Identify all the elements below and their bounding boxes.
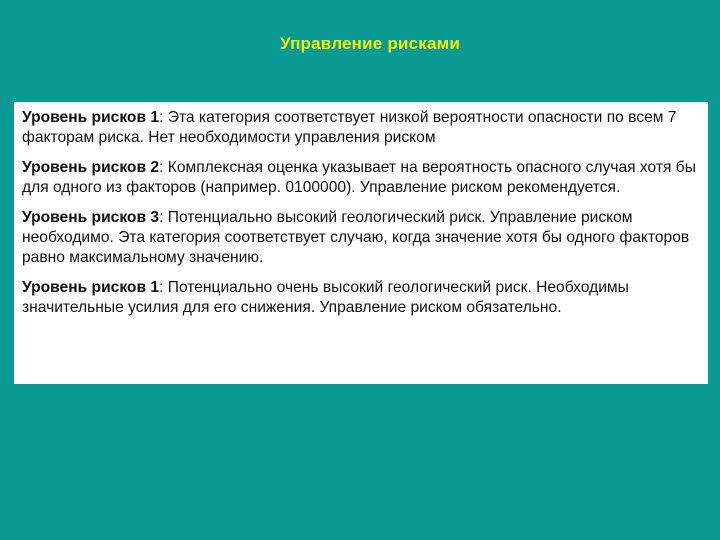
risk-level-description: : Потенциально высокий геологический риск. Управление риском необходимо. Эта категория соответствует случаю, когда значение хотя бы одного факторов равно максимальному значению. bbox=[22, 209, 690, 266]
risk-level-item-3 bbox=[22, 208, 698, 268]
risk-level-number: 2 bbox=[150, 159, 160, 176]
risk-levels-box bbox=[14, 102, 708, 384]
risk-level-description: : Комплексная оценка указывает на вероятность опасного случая хотя бы для одного из факторов (например. 0100000). Управление риском рекомендуется. bbox=[22, 159, 696, 196]
risk-level-label: Уровень рисков bbox=[22, 109, 147, 126]
risk-level-description: : Потенциально очень высокий геологический риск. Необходимы значительные усилия для его снижения. Управление риском обязательно. bbox=[22, 279, 629, 316]
risk-level-number: 3 bbox=[150, 209, 160, 226]
risk-level-label: Уровень рисков bbox=[22, 279, 147, 296]
risk-level-label: Уровень рисков bbox=[22, 209, 147, 226]
risk-level-label: Уровень рисков bbox=[22, 159, 147, 176]
risk-level-description: : Эта категория соответствует низкой вероятности опасности по всем 7 факторам риска. Нет необходимости управления риском bbox=[22, 109, 677, 146]
risk-level-number: 1 bbox=[150, 279, 160, 296]
risk-level-number: 1 bbox=[150, 109, 160, 126]
slide-title: Управление рисками bbox=[279, 34, 461, 53]
risk-level-item-2 bbox=[22, 158, 698, 198]
risk-level-item-1 bbox=[22, 108, 698, 148]
risk-level-item-4 bbox=[22, 278, 698, 318]
